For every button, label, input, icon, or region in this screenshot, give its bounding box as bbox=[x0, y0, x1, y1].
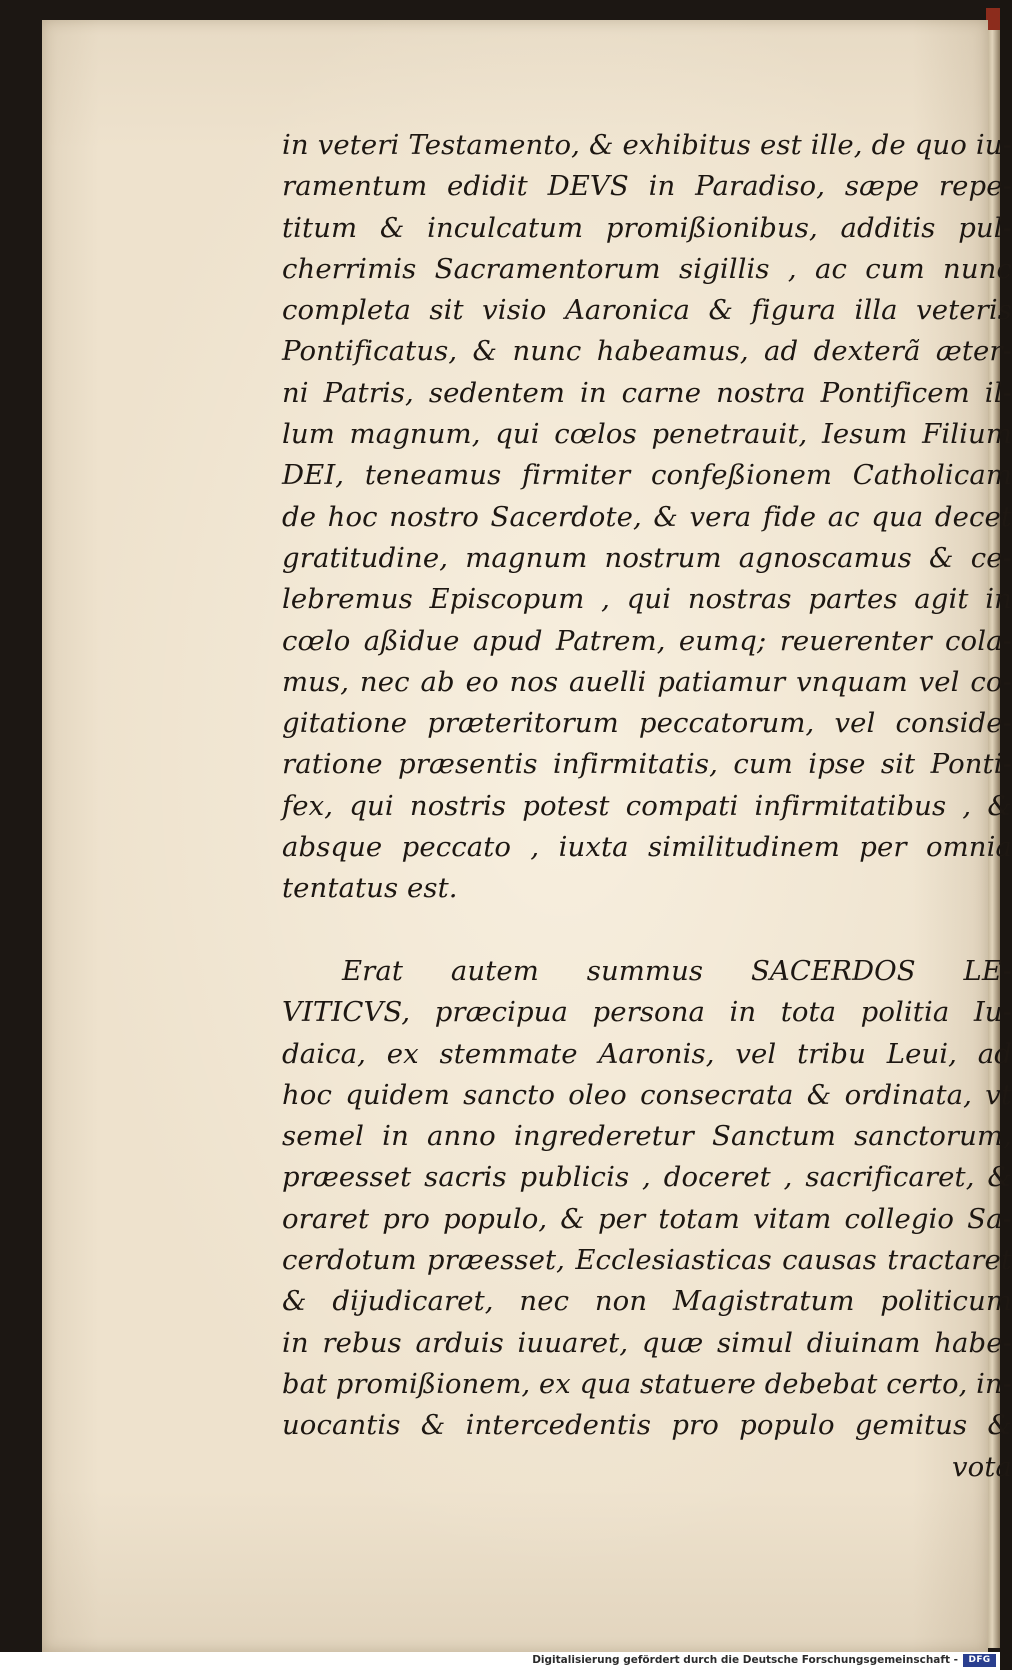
text-line: absque peccato , iuxta similitudinem per omnia bbox=[282, 831, 1012, 864]
dfg-logo: DFG bbox=[963, 1654, 996, 1667]
text-line: cherrimis Sacramentorum sigillis , ac cum nunc bbox=[282, 252, 1012, 285]
catchword: vota bbox=[952, 1450, 1012, 1483]
text-line: cœlo aßidue apud Patrem, eumq; reuerenter cola- bbox=[282, 624, 1012, 657]
page-text bbox=[282, 125, 1012, 1488]
text-line: uocantis & intercedentis pro populo gemitus & bbox=[282, 1409, 1012, 1442]
text-line: præesset sacris publicis , doceret , sacrificaret, & bbox=[282, 1161, 1012, 1194]
text-line: completa sit visio Aaronica & figura illa veteris bbox=[282, 294, 1012, 327]
text-line: hoc quidem sancto oleo consecrata & ordinata, vt bbox=[282, 1078, 1012, 1111]
paragraph-1 bbox=[282, 125, 1012, 910]
text-line: gitatione præteritorum peccatorum, vel conside- bbox=[282, 707, 1012, 740]
text-line: Pontificatus, & nunc habeamus, ad dexterã æter- bbox=[282, 335, 1012, 368]
paragraph-gap bbox=[282, 910, 1012, 951]
text-line: semel in anno ingrederetur Sanctum sanctorum, bbox=[282, 1120, 1012, 1153]
text-line: tentatus est. bbox=[282, 872, 458, 905]
text-line: fex, qui nostris potest compati infirmitatibus , & bbox=[282, 789, 1012, 822]
text-line: gratitudine, magnum nostrum agnoscamus & ce- bbox=[282, 541, 1012, 574]
text-line: lebremus Episcopum , qui nostras partes agit in bbox=[282, 583, 1012, 616]
text-line: Erat autem summus SACERDOS LE- bbox=[342, 954, 1012, 987]
text-line: mus, nec ab eo nos auelli patiamur vnquam vel co- bbox=[282, 665, 1012, 698]
text-line: daica, ex stemmate Aaronis, vel tribu Leui, ad bbox=[282, 1037, 1012, 1070]
text-line: ramentum edidit DEVS in Paradiso, sæpe repe- bbox=[282, 170, 1012, 203]
text-line: ni Patris, sedentem in carne nostra Pontificem il- bbox=[282, 376, 1012, 409]
text-line: de hoc nostro Sacerdote, & vera fide ac qua decet bbox=[282, 500, 1012, 533]
text-line: cerdotum præesset, Ecclesiasticas causas tractaret bbox=[282, 1244, 1012, 1277]
book-page bbox=[42, 20, 1012, 1652]
text-line: & dijudicaret, nec non Magistratum politicum bbox=[282, 1285, 1012, 1318]
text-line: in rebus arduis iuuaret, quæ simul diuinam habe- bbox=[282, 1326, 1012, 1359]
paragraph-2 bbox=[282, 951, 1012, 1447]
text-line: lum magnum, qui cœlos penetrauit, Iesum Filium bbox=[282, 418, 1012, 451]
text-line: in veteri Testamento, & exhibitus est ille, de quo iu- bbox=[282, 129, 1012, 161]
text-line: bat promißionem, ex qua statuere debebat certo, in- bbox=[282, 1368, 1012, 1400]
text-line: titum & inculcatum promißionibus, additis pul- bbox=[282, 211, 1012, 244]
digitization-credit: Digitalisierung gefördert durch die Deutsche Forschungsgemeinschaft - bbox=[532, 1654, 958, 1666]
text-line: ratione præsentis infirmitatis, cum ipse sit Ponti- bbox=[282, 748, 1012, 781]
text-line: VITICVS, præcipua persona in tota politia Iu- bbox=[282, 996, 1012, 1029]
text-line: DEI, teneamus firmiter confeßionem Catholicam bbox=[282, 459, 1012, 492]
text-line: oraret pro populo, & per totam vitam collegio Sa- bbox=[282, 1202, 1012, 1235]
